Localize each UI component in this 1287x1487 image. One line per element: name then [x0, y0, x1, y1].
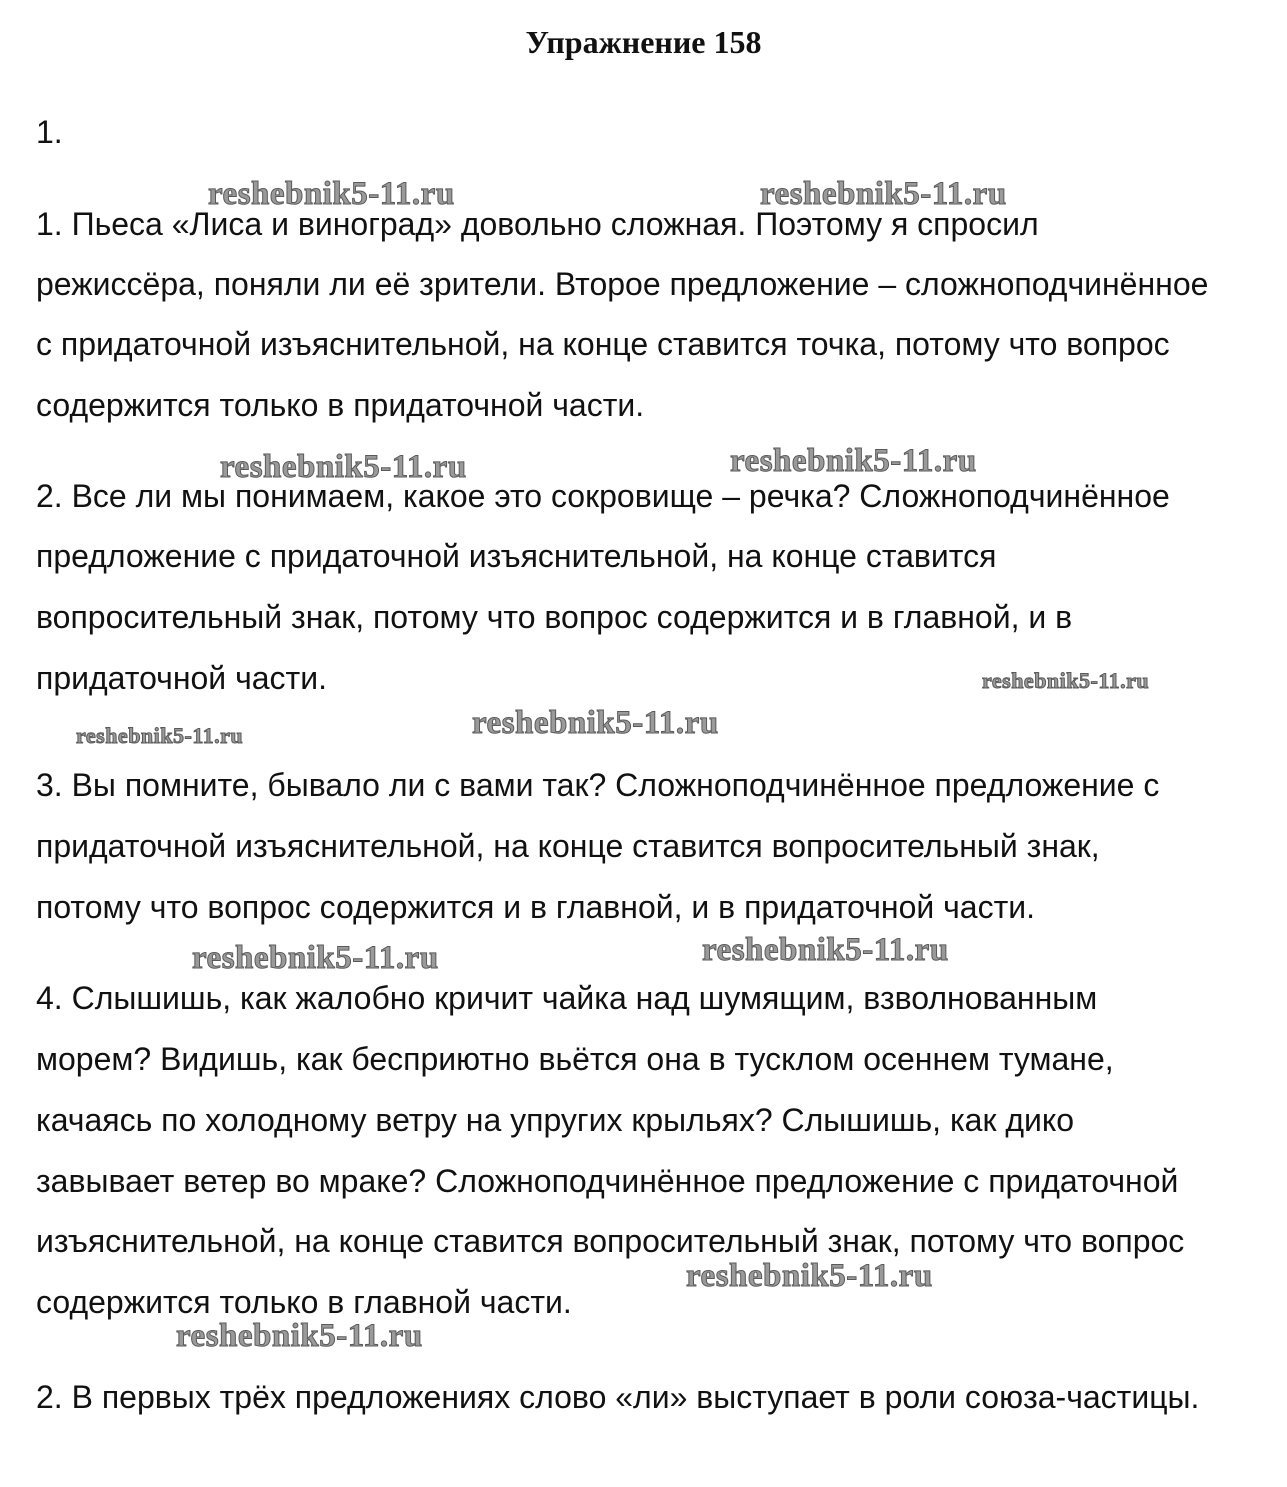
- text-line: 1. Пьеса «Лиса и виноград» довольно сложная. Поэтому я спросил: [36, 206, 1039, 242]
- text-line: режиссёра, поняли ли её зрители. Второе предложение – сложноподчинённое: [36, 266, 1209, 302]
- watermark: reshebnik5-11.ru: [686, 1258, 933, 1294]
- watermark: reshebnik5-11.ru: [192, 940, 439, 976]
- text-line: морем? Видишь, как бесприютно вьётся она в тусклом осеннем тумане,: [36, 1041, 1114, 1077]
- watermark: reshebnik5-11.ru: [982, 668, 1150, 693]
- watermark: reshebnik5-11.ru: [176, 1318, 423, 1354]
- text-line: изъяснительной, на конце ставится вопросительный знак, потому что вопрос: [36, 1223, 1185, 1259]
- text-line: 2. В первых трёх предложениях слово «ли» выступает в роли союза-частицы.: [36, 1379, 1200, 1415]
- text-line: предложение с придаточной изъяснительной, на конце ставится: [36, 538, 997, 574]
- watermark: reshebnik5-11.ru: [760, 176, 1007, 212]
- page-title: Упражнение 158: [525, 24, 762, 60]
- text-line: содержится только в главной части.: [36, 1284, 572, 1320]
- watermark: reshebnik5-11.ru: [472, 705, 719, 741]
- section-number: 1.: [36, 114, 63, 150]
- text-line: потому что вопрос содержится и в главной, и в придаточной части.: [36, 889, 1036, 925]
- text-line: 2. Все ли мы понимаем, какое это сокровище – речка? Сложноподчинённое: [36, 478, 1170, 514]
- text-line: вопросительный знак, потому что вопрос содержится и в главной, и в: [36, 599, 1073, 635]
- watermark: reshebnik5-11.ru: [220, 449, 467, 485]
- watermark: reshebnik5-11.ru: [208, 176, 455, 212]
- text-line: содержится только в придаточной части.: [36, 387, 645, 423]
- text-line: с придаточной изъяснительной, на конце ставится точка, потому что вопрос: [36, 326, 1170, 362]
- text-line: качаясь по холодному ветру на упругих крыльях? Слышишь, как дико: [36, 1102, 1075, 1138]
- watermark: reshebnik5-11.ru: [730, 443, 977, 479]
- text-line: завывает ветер во мраке? Сложноподчинённое предложение с придаточной: [36, 1163, 1179, 1199]
- text-line: 3. Вы помните, бывало ли с вами так? Сложноподчинённое предложение с: [36, 767, 1160, 803]
- text-line: придаточной изъяснительной, на конце ставится вопросительный знак,: [36, 828, 1100, 864]
- watermark: reshebnik5-11.ru: [76, 723, 244, 748]
- text-line: 4. Слышишь, как жалобно кричит чайка над шумящим, взволнованным: [36, 980, 1098, 1016]
- watermark: reshebnik5-11.ru: [702, 932, 949, 968]
- text-line: придаточной части.: [36, 660, 327, 696]
